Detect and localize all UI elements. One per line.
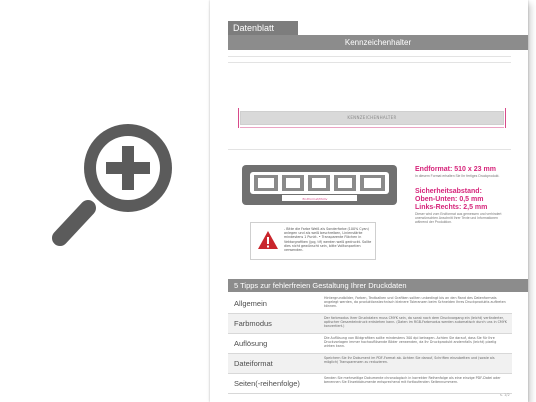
divider [228, 56, 511, 57]
page-number: s. 1/2 [500, 393, 510, 397]
white-color-warning-box [250, 222, 376, 260]
dimension-line [240, 127, 504, 128]
tip-row [228, 314, 512, 334]
tips-header: 5 Tipps zur fehlerfreien Gestaltung Ihrer Druckdaten [228, 279, 528, 292]
tip-label: Auflösung [234, 339, 268, 348]
datasheet-page [210, 0, 528, 402]
tip-text: Senden Sie mehrseitige Dokumente chronologisch in korrekter Reihenfolge als eine einzige PDF-Datei oder benennen Sie Einzeldokumente entsprechend mit fortlaufenden Seitennummern. [324, 376, 501, 385]
safety-margin-spec [415, 188, 510, 224]
safety-margin-title: Sicherheitsabstand: [415, 188, 482, 195]
endformat-title: Endformat: 510 x 23 mm [415, 166, 496, 173]
safety-margin-top-bottom: Oben-Unten: 0,5 mm [415, 196, 484, 203]
tip-text: Hintergrundbilder, Farben, Textbalken und Grafiken sollten unbedingt bis an den Rand des Datenformats angelegt werden, da produktionstechnisch kleinere Toleranzen beim Schneiden Ihres Druckprodukts auftreten können. [324, 296, 506, 309]
tip-row [228, 354, 512, 374]
frame-caption: Endformat/Motiv [302, 197, 328, 201]
divider [228, 149, 511, 150]
dimension-line [238, 108, 239, 128]
divider [228, 62, 511, 63]
tip-text: Der farbmodus Ihrer Druckdaten muss CMYK sein, da sonst nach dem Druckvorgang ein (leicht) veränderter, optischer Gesamteindruck entstehen kann. (Daten im RGB-Farbmodus werden automatisch durch uns in CMYK konvertiert.) [324, 316, 507, 329]
endformat-spec [415, 166, 510, 178]
tip-row [228, 374, 512, 394]
warning-icon [257, 230, 279, 250]
dimension-line [505, 108, 506, 128]
safety-margin-note: Dieser wird vom Endformat aus gemessen und verhindert unerwünschten Anschnitt Ihrer Texte und Informationen während der Produktion. [415, 212, 502, 224]
zoom-in-icon[interactable] [50, 120, 180, 255]
tip-label: Seiten(-reihenfolge) [234, 379, 300, 388]
tip-label: Allgemein [234, 299, 267, 308]
tip-row [228, 334, 512, 354]
warning-text: - Bitte die Farbe Weiß als Sonderfarbe (100% Cyan) anlegen und als weiß beschreiben, Linienstärke mindestens 1 Punkt. • Transparente Flächen in Vektorgrafiken (jpg, tif) werden weiß gedruckt. Sollte dies nicht gewünscht sein, bitte Volltonpartien verwenden. [284, 227, 372, 253]
safety-margin-left-right: Links-Rechts: 2,5 mm [415, 204, 488, 211]
product-title-bar: Kennzeichenhalter [228, 35, 528, 50]
tip-text: Speichern Sie Ihr Dokument im PDF-Format ab. Achten Sie darauf, Schriften einzubetten und (sowie als möglich) Transparenzen zu reduzieren. [324, 356, 495, 365]
tip-label: Farbmodus [234, 319, 272, 328]
tip-label: Dateiformat [234, 359, 273, 368]
tip-row [228, 294, 512, 314]
plate-strip: KENNZEICHENHALTER [240, 111, 504, 125]
datasheet-tab-label: Datenblatt [228, 21, 298, 35]
tip-text: Die Auflösung von Bildgrafiken sollte mindestens 300 dpi betragen. Achten Sie darauf, dass Sie für Ihre Druckvorlagen immer hochauflösende Bilder verwenden, da Ihr Druckprodukt andernfalls (leicht) pixelig wirken kann. [324, 336, 497, 349]
endformat-note: In diesem Format erhalten Sie Ihr fertiges Druckprodukt. [415, 174, 500, 178]
